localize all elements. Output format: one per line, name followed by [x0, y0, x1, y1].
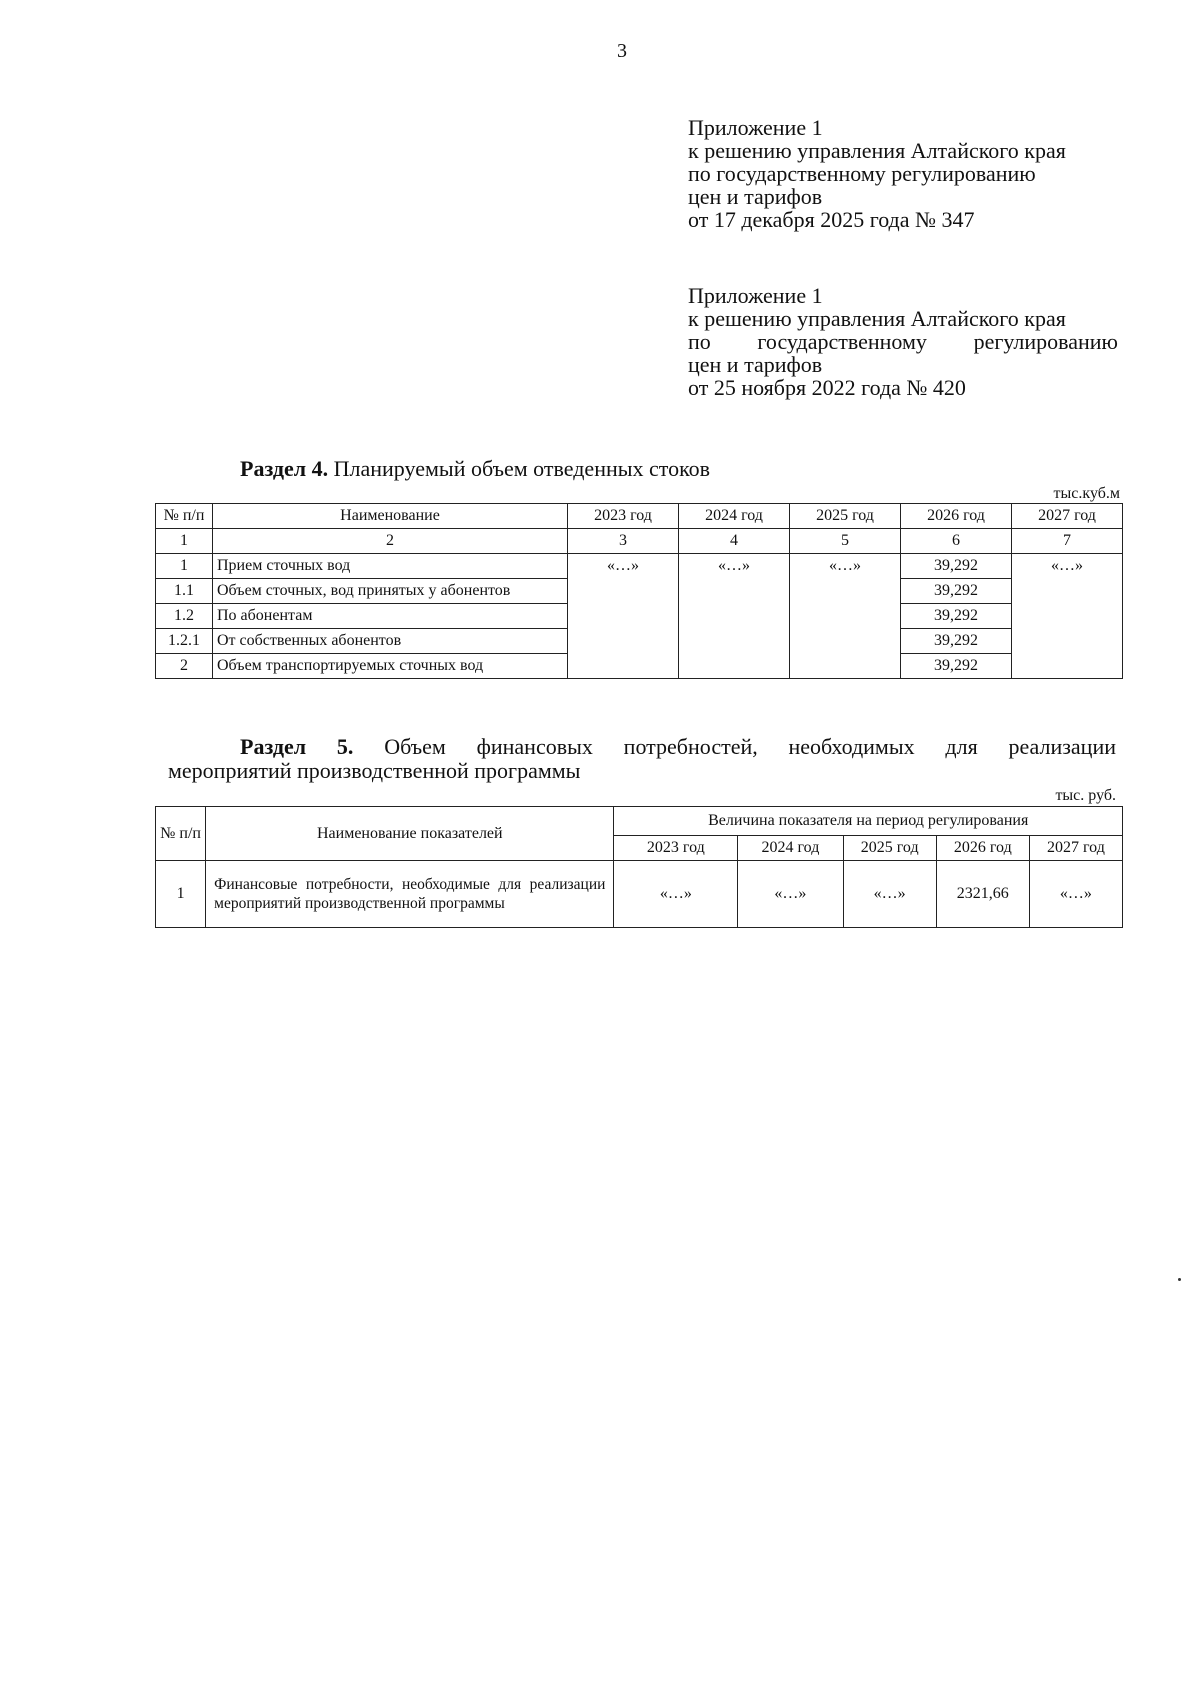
cell-2026: 2321,66: [936, 861, 1029, 928]
section4-title-text: Планируемый объем отведенных стоков: [333, 456, 711, 481]
section5-unit: тыс. руб.: [1055, 787, 1116, 804]
cell-2023: «…»: [614, 861, 738, 928]
cell-empty: [790, 604, 901, 629]
cell-empty: [679, 579, 790, 604]
cell-empty: [790, 629, 901, 654]
row-name: Финансовые потребности, необходимые для реализации мероприятий производственной программы: [206, 861, 614, 928]
header-year: 2026 год: [936, 836, 1029, 861]
row-name: Прием сточных вод: [213, 554, 568, 579]
header-cell: 2027 год: [1012, 504, 1123, 529]
cell-empty: [568, 604, 679, 629]
scan-dot: [1178, 1278, 1181, 1281]
section5-table: [155, 806, 1123, 928]
table-row: [156, 554, 1123, 579]
appendix-line: по государственному регулированию: [688, 329, 1118, 354]
header-cell: 2024 год: [679, 504, 790, 529]
page-number: 3: [617, 40, 627, 62]
cell-2026: 39,292: [901, 554, 1012, 579]
row-num: 1: [156, 861, 206, 928]
appendix-line: цен и тарифов: [688, 352, 823, 377]
row-num: 1.2: [156, 604, 213, 629]
header-year: 2024 год: [738, 836, 843, 861]
row-num: 2: [156, 654, 213, 679]
colnum-cell: 3: [568, 529, 679, 554]
appendix-line: к решению управления Алтайского края: [688, 306, 1066, 331]
cell-empty: [1012, 579, 1123, 604]
colnum-cell: 4: [679, 529, 790, 554]
row-name: От собственных абонентов: [213, 629, 568, 654]
cell-empty: [1012, 604, 1123, 629]
table-row: [156, 629, 1123, 654]
section5-title-text: Объем финансовых потребностей, необходимых для реализации: [384, 734, 1117, 759]
section4-title: [240, 457, 710, 481]
cell-2023: «…»: [568, 554, 679, 579]
cell-2027: «…»: [1012, 554, 1123, 579]
appendix-line: цен и тарифов: [688, 184, 823, 209]
colnum-cell: 7: [1012, 529, 1123, 554]
cell-2026: 39,292: [901, 654, 1012, 679]
section4-table: [155, 503, 1123, 679]
table-row: [156, 579, 1123, 604]
section5-title-line1: [168, 735, 1116, 759]
row-name: По абонентам: [213, 604, 568, 629]
header-year: 2023 год: [614, 836, 738, 861]
cell-empty: [679, 654, 790, 679]
cell-2024: «…»: [738, 861, 843, 928]
table-colnum-row: [156, 529, 1123, 554]
cell-2026: 39,292: [901, 579, 1012, 604]
appendix-line: от 17 декабря 2025 года № 347: [688, 207, 975, 232]
appendix-line: от 25 ноября 2022 года № 420: [688, 375, 966, 400]
section5-title: [168, 735, 1116, 783]
section4-unit: тыс.куб.м: [1053, 485, 1120, 502]
cell-2027: «…»: [1029, 861, 1122, 928]
appendix-header-new: [688, 116, 1118, 231]
colnum-cell: 1: [156, 529, 213, 554]
appendix-line: Приложение 1: [688, 115, 823, 140]
cell-2025: «…»: [843, 861, 936, 928]
row-num: 1.1: [156, 579, 213, 604]
cell-empty: [790, 579, 901, 604]
colnum-cell: 5: [790, 529, 901, 554]
cell-2024: «…»: [679, 554, 790, 579]
cell-2025: «…»: [790, 554, 901, 579]
appendix-header-old: [688, 284, 1118, 399]
table-row: [156, 604, 1123, 629]
row-num: 1: [156, 554, 213, 579]
header-num: № п/п: [156, 807, 206, 861]
cell-empty: [568, 629, 679, 654]
section5-label: Раздел 5.: [240, 734, 354, 759]
row-name: Объем транспортируемых сточных вод: [213, 654, 568, 679]
section4-label: Раздел 4.: [240, 456, 329, 481]
appendix-line: Приложение 1: [688, 283, 823, 308]
cell-empty: [1012, 629, 1123, 654]
cell-empty: [568, 654, 679, 679]
header-cell: 2023 год: [568, 504, 679, 529]
header-name: Наименование показателей: [206, 807, 614, 861]
row-name: Объем сточных, вод принятых у абонентов: [213, 579, 568, 604]
cell-2026: 39,292: [901, 629, 1012, 654]
appendix-line: к решению управления Алтайского края: [688, 138, 1066, 163]
appendix-line: по государственному регулированию: [688, 161, 1036, 186]
header-period: Величина показателя на период регулирования: [614, 807, 1123, 836]
header-year: 2025 год: [843, 836, 936, 861]
table-header-row: [156, 504, 1123, 529]
colnum-cell: 6: [901, 529, 1012, 554]
cell-2026: 39,292: [901, 604, 1012, 629]
cell-empty: [568, 579, 679, 604]
header-cell: 2025 год: [790, 504, 901, 529]
cell-empty: [1012, 654, 1123, 679]
section5-title-line2: мероприятий производственной программы: [168, 758, 581, 783]
row-num: 1.2.1: [156, 629, 213, 654]
header-cell: Наименование: [213, 504, 568, 529]
table-row: [156, 654, 1123, 679]
table-row: [156, 861, 1123, 928]
header-year: 2027 год: [1029, 836, 1122, 861]
cell-empty: [790, 654, 901, 679]
cell-empty: [679, 604, 790, 629]
table-header-row: [156, 807, 1123, 836]
colnum-cell: 2: [213, 529, 568, 554]
cell-empty: [679, 629, 790, 654]
header-cell: № п/п: [156, 504, 213, 529]
header-cell: 2026 год: [901, 504, 1012, 529]
